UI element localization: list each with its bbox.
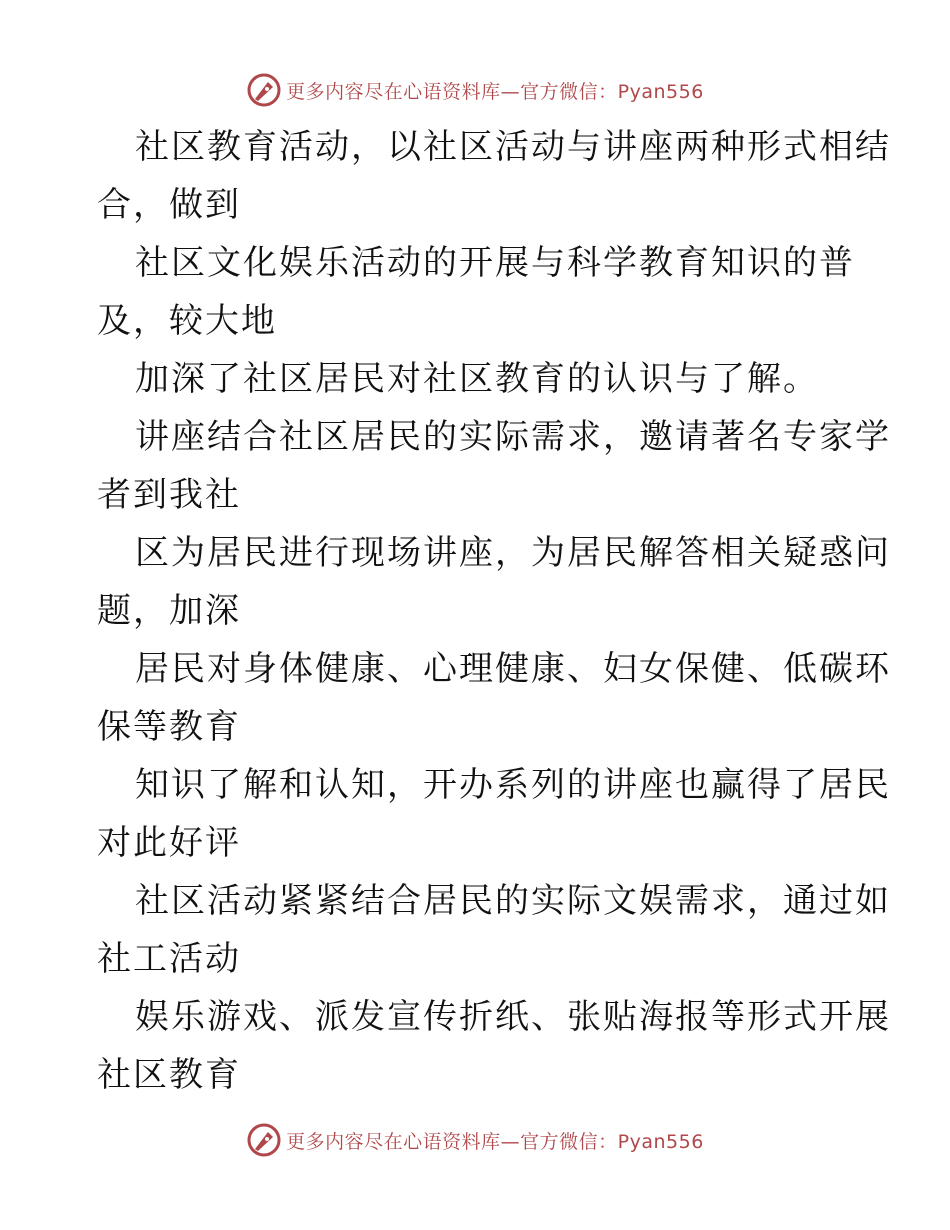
header-banner [0, 70, 950, 110]
footer-banner [0, 1120, 950, 1160]
text-line: 讲座结合社区居民的实际需求，邀请著名专家学 [135, 417, 891, 457]
text-line: 社区教育 [97, 1055, 241, 1095]
text-line: 对此好评 [97, 823, 241, 863]
text-line: 题，加深 [97, 591, 241, 631]
footer-banner-text: 更多内容尽在心语资料库—官方微信：Pyan556 [286, 1130, 704, 1153]
pen-nib-logo-icon [246, 1122, 282, 1158]
pen-nib-logo-icon [246, 72, 282, 108]
text-line: 区为居民进行现场讲座，为居民解答相关疑惑问 [135, 533, 891, 573]
text-line: 社区活动紧紧结合居民的实际文娱需求，通过如 [135, 881, 891, 921]
text-line: 娱乐游戏、派发宣传折纸、张贴海报等形式开展 [135, 997, 891, 1037]
text-line: 保等教育 [97, 707, 241, 747]
text-line: 社工活动 [97, 939, 241, 979]
header-banner-text: 更多内容尽在心语资料库—官方微信：Pyan556 [286, 80, 704, 103]
text-line: 社区教育活动，以社区活动与讲座两种形式相结 [135, 127, 891, 167]
text-line: 社区文化娱乐活动的开展与科学教育知识的普 [135, 243, 855, 283]
text-line: 居民对身体健康、心理健康、妇女保健、低碳环 [135, 649, 891, 689]
text-line: 加深了社区居民对社区教育的认识与了解。 [135, 359, 819, 399]
text-line: 者到我社 [97, 475, 241, 515]
document-body [97, 118, 891, 1104]
text-line: 及，较大地 [97, 301, 277, 341]
text-line: 知识了解和认知，开办系列的讲座也赢得了居民 [135, 765, 891, 805]
text-line: 合，做到 [97, 185, 241, 225]
